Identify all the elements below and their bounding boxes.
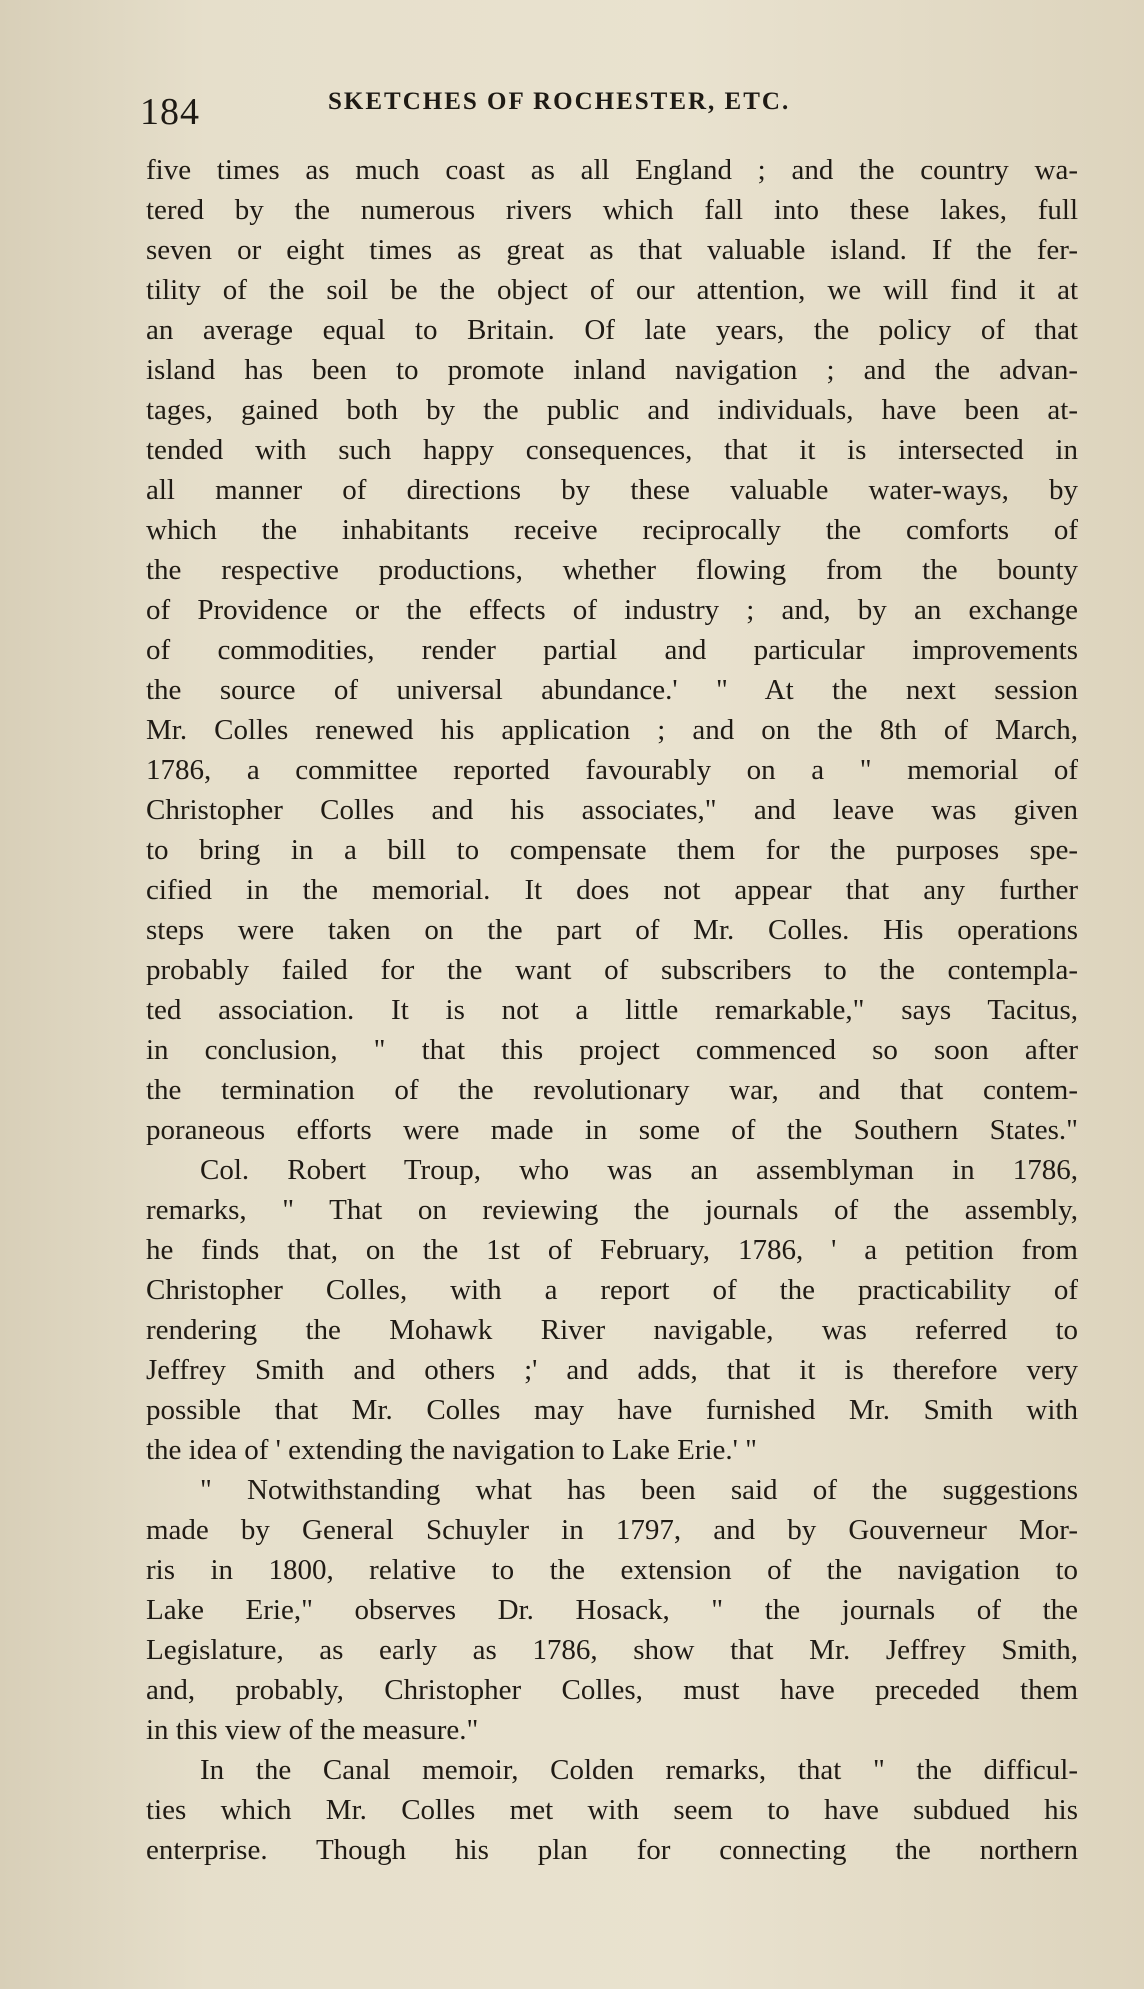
text-line: of Providence or the effects of industry ; and, by an exchange [146, 594, 1078, 626]
text-line: Mr. Colles renewed his application ; and on the 8th of March, [146, 714, 1078, 746]
text-line: probably failed for the want of subscribers to the contempla- [146, 954, 1078, 986]
text-line: and, probably, Christopher Colles, must have preceded them [146, 1674, 1078, 1706]
text-line: an average equal to Britain. Of late years, the policy of that [146, 314, 1078, 346]
text-line: Lake Erie," observes Dr. Hosack, " the journals of the [146, 1594, 1078, 1626]
text-line: tered by the numerous rivers which fall into these lakes, full [146, 194, 1078, 226]
text-line: " Notwithstanding what has been said of the suggestions [200, 1474, 1078, 1506]
text-line: steps were taken on the part of Mr. Colles. His operations [146, 914, 1078, 946]
text-line: Christopher Colles, with a report of the practicability of [146, 1274, 1078, 1306]
text-line: in conclusion, " that this project commenced so soon after [146, 1034, 1078, 1066]
text-line: the idea of ' extending the navigation to Lake Erie.' " [146, 1434, 757, 1466]
text-line: which the inhabitants receive reciprocally the comforts of [146, 514, 1078, 546]
text-line: Col. Robert Troup, who was an assemblyman in 1786, [200, 1154, 1078, 1186]
text-line: in this view of the measure." [146, 1714, 479, 1746]
text-line: Christopher Colles and his associates," and leave was given [146, 794, 1078, 826]
text-line: he finds that, on the 1st of February, 1786, ' a petition from [146, 1234, 1078, 1266]
text-line: ties which Mr. Colles met with seem to have subdued his [146, 1794, 1078, 1826]
text-line: cified in the memorial. It does not appear that any further [146, 874, 1078, 906]
text-line: made by General Schuyler in 1797, and by Gouverneur Mor- [146, 1514, 1078, 1546]
text-line: tages, gained both by the public and individuals, have been at- [146, 394, 1078, 426]
text-line: the termination of the revolutionary war, and that contem- [146, 1074, 1078, 1106]
text-line: five times as much coast as all England ; and the country wa- [146, 154, 1078, 186]
text-line: the respective productions, whether flowing from the bounty [146, 554, 1078, 586]
page-number: 184 [140, 91, 200, 133]
page-header [140, 78, 980, 138]
text-line: In the Canal memoir, Colden remarks, that " the difficul- [200, 1754, 1078, 1786]
text-line: of commodities, render partial and particular improvements [146, 634, 1078, 666]
running-title: SKETCHES OF ROCHESTER, ETC. [328, 88, 791, 115]
text-line: rendering the Mohawk River navigable, was referred to [146, 1314, 1078, 1346]
text-line: remarks, " That on reviewing the journals of the assembly, [146, 1194, 1078, 1226]
body-text [146, 150, 1078, 1870]
text-line: tility of the soil be the object of our attention, we will find it at [146, 274, 1078, 306]
text-line: island has been to promote inland navigation ; and the advan- [146, 354, 1078, 386]
text-line: 1786, a committee reported favourably on a " memorial of [146, 754, 1078, 786]
text-line: ted association. It is not a little remarkable," says Tacitus, [146, 994, 1078, 1026]
text-line: Legislature, as early as 1786, show that Mr. Jeffrey Smith, [146, 1634, 1078, 1666]
text-line: to bring in a bill to compensate them for the purposes spe- [146, 834, 1078, 866]
text-line: Jeffrey Smith and others ;' and adds, that it is therefore very [146, 1354, 1078, 1386]
text-line: poraneous efforts were made in some of the Southern States." [146, 1114, 1078, 1146]
text-line: tended with such happy consequences, that it is intersected in [146, 434, 1078, 466]
text-line: ris in 1800, relative to the extension of the navigation to [146, 1554, 1078, 1586]
text-line: enterprise. Though his plan for connecting the northern [146, 1834, 1078, 1866]
text-line: possible that Mr. Colles may have furnished Mr. Smith with [146, 1394, 1078, 1426]
text-line: the source of universal abundance.' " At the next session [146, 674, 1078, 706]
text-line: all manner of directions by these valuable water-ways, by [146, 474, 1078, 506]
text-line: seven or eight times as great as that valuable island. If the fer- [146, 234, 1078, 266]
